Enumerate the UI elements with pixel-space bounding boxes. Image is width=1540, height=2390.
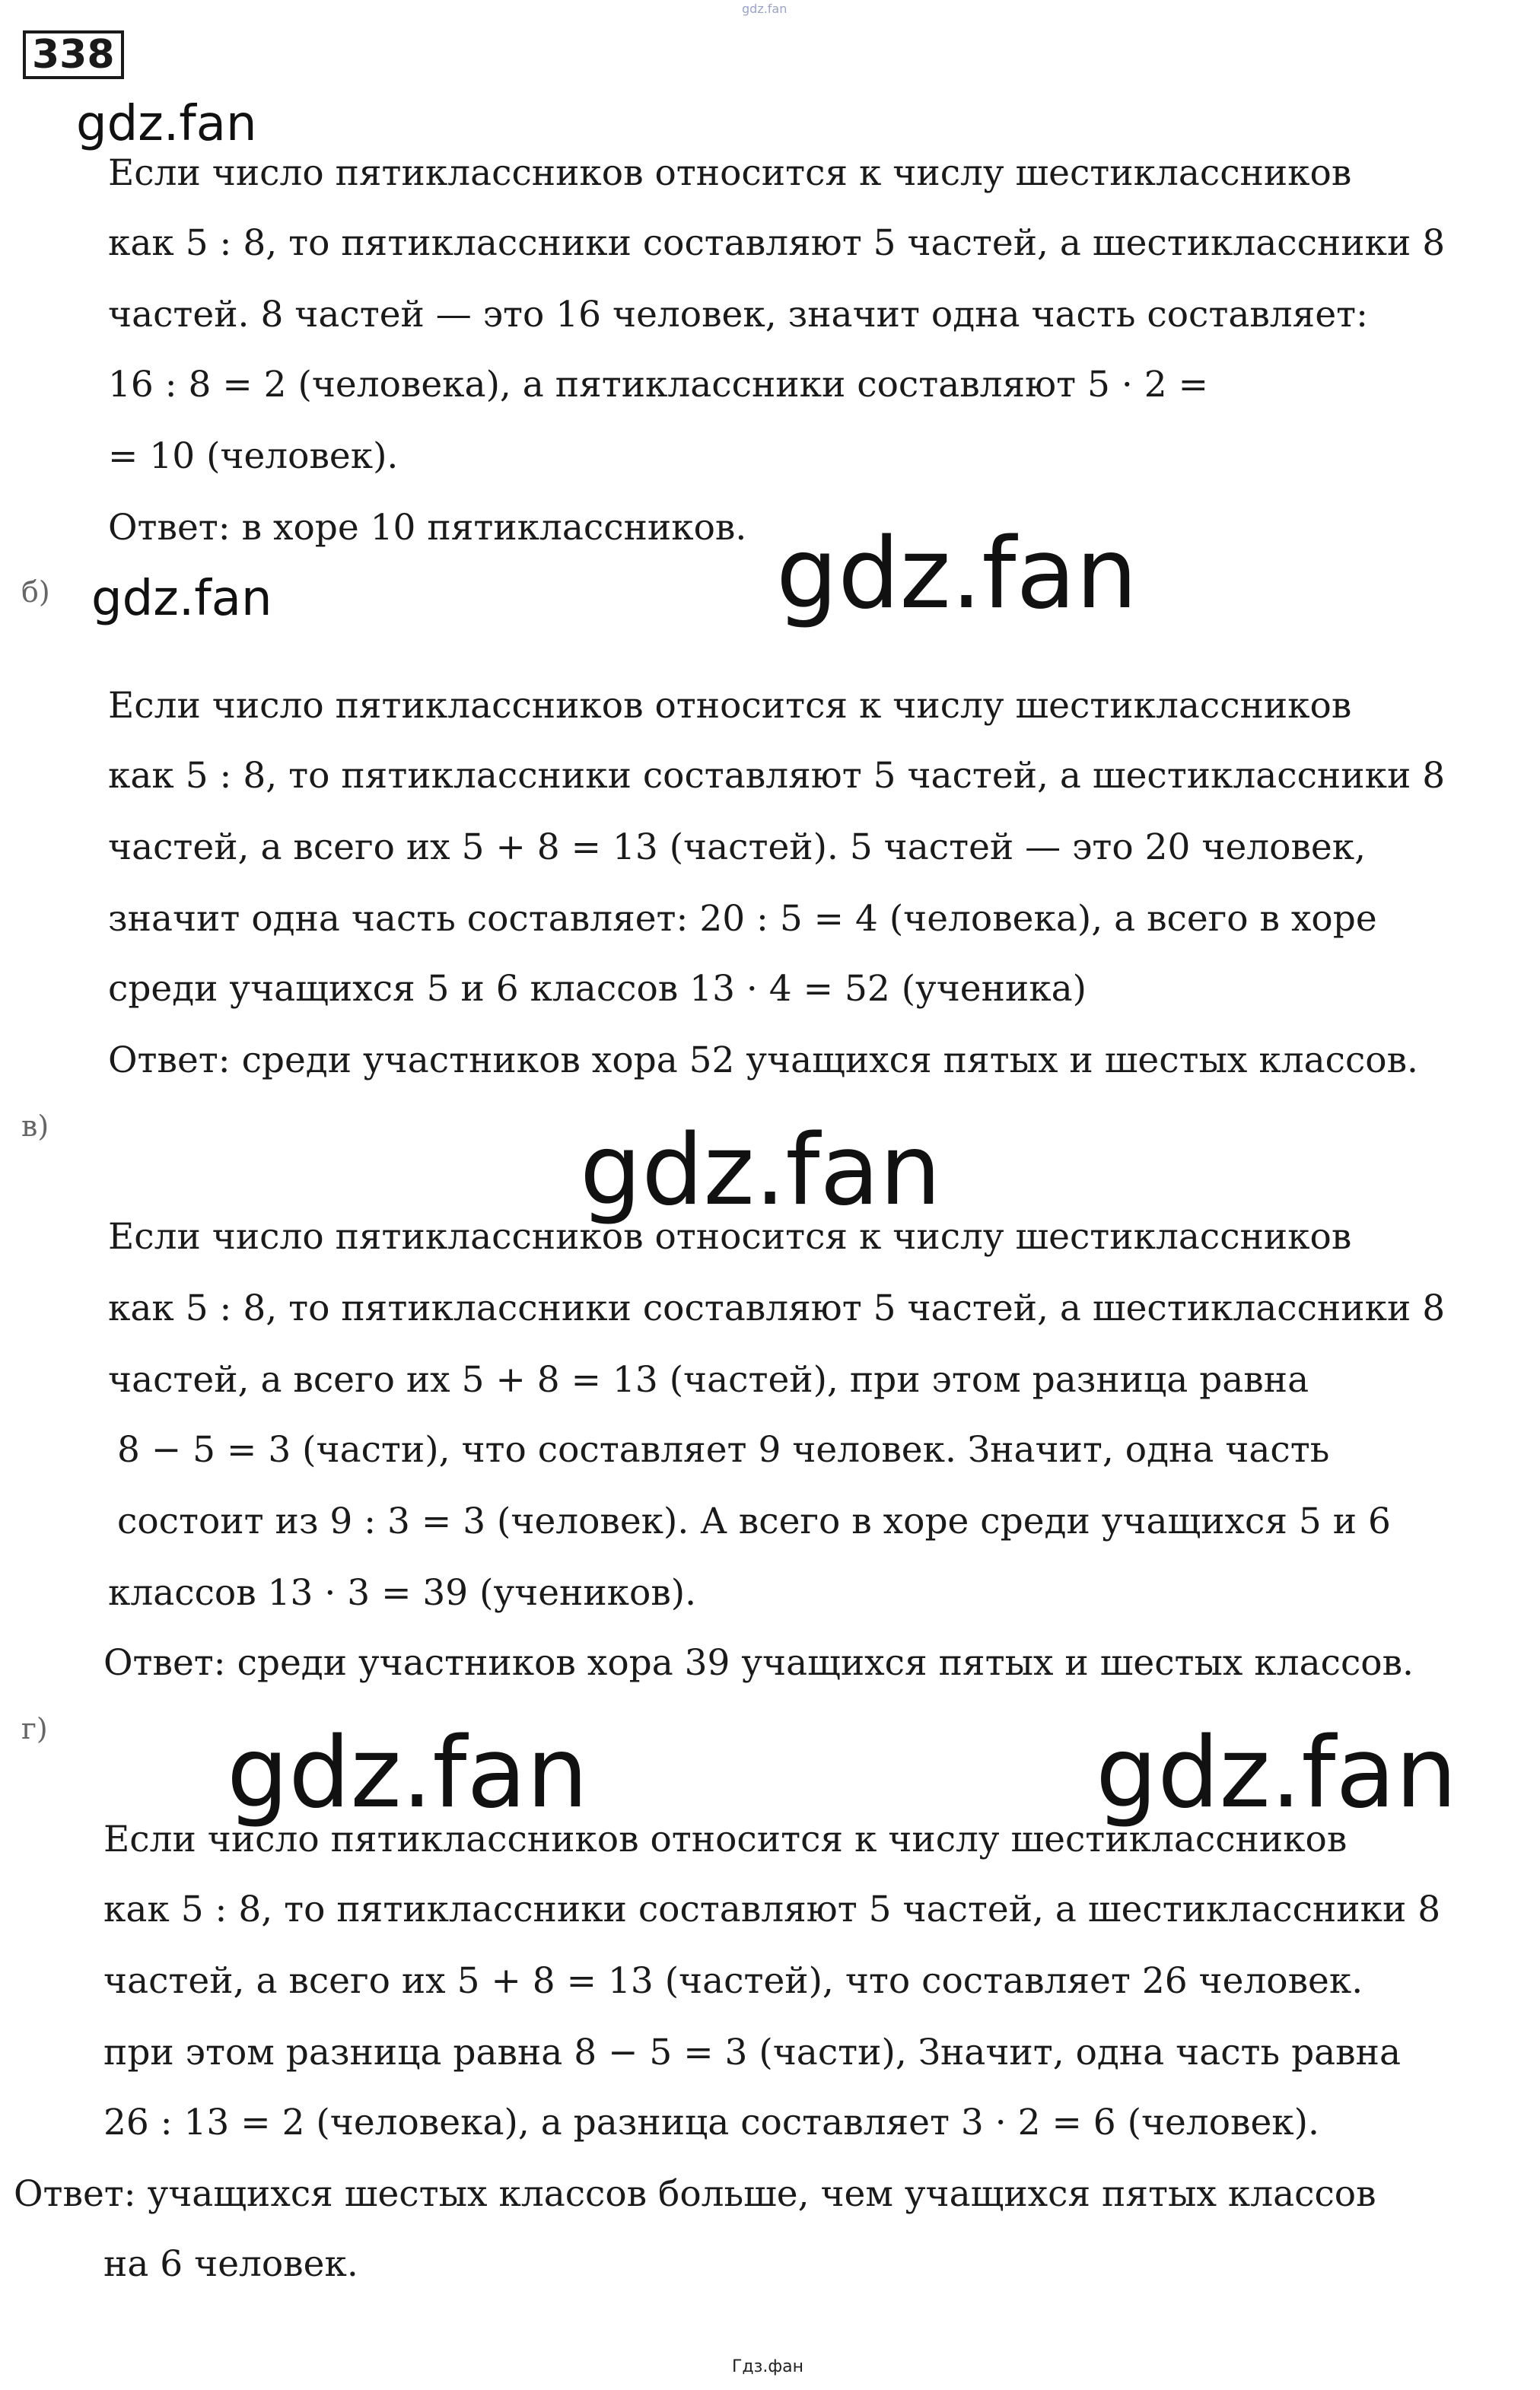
part-b-line-5: среди учащихся 5 и 6 классов 13 · 4 = 52 (ученика) bbox=[108, 968, 1087, 1010]
part-b-line-3: частей, а всего их 5 + 8 = 13 (частей). 5 частей — это 20 человек, bbox=[108, 826, 1367, 868]
part-b-line-2: как 5 : 8, то пятиклассники составляют 5 частей, а шестиклассники 8 bbox=[108, 755, 1446, 797]
part-d-line-4: при этом разница равна 8 − 5 = 3 (части), Значит, одна часть равна bbox=[103, 2032, 1401, 2073]
watermark-big-4: gdz.fan bbox=[1096, 1717, 1457, 1830]
part-d-answer-cont: на 6 человек. bbox=[103, 2243, 358, 2285]
part-c-answer: Ответ: среди участников хора 39 учащихся пятых и шестых классов. bbox=[103, 1642, 1414, 1684]
part-c-line-6: классов 13 · 3 = 39 (учеников). bbox=[108, 1572, 697, 1614]
part-d-line-3: частей, а всего их 5 + 8 = 13 (частей), что составляет 26 человек. bbox=[103, 1960, 1363, 2002]
part-c-line-2: как 5 : 8, то пятиклассники составляют 5 частей, а шестиклассники 8 bbox=[108, 1287, 1446, 1329]
part-a-line-2: как 5 : 8, то пятиклассники составляют 5 частей, а шестиклассники 8 bbox=[108, 222, 1446, 264]
part-b-line-1: Если число пятиклассников относится к числу шестиклассников bbox=[108, 685, 1352, 727]
watermark-part-a: gdz.fan bbox=[76, 96, 257, 152]
part-a-line-4: 16 : 8 = 2 (человека), а пятиклассники составляют 5 · 2 = bbox=[108, 364, 1208, 406]
part-d-line-1: Если число пятиклассников относится к числу шестиклассников bbox=[103, 1819, 1348, 1860]
part-d-line-2: как 5 : 8, то пятиклассники составляют 5 частей, а шестиклассники 8 bbox=[103, 1889, 1441, 1930]
problem-number: 338 bbox=[23, 30, 124, 79]
part-c-line-1: Если число пятиклассников относится к числу шестиклассников bbox=[108, 1216, 1352, 1258]
part-c-label: в) bbox=[21, 1109, 49, 1143]
watermark-big-3: gdz.fan bbox=[227, 1717, 588, 1830]
footer-watermark: Гдз.фан bbox=[732, 2357, 803, 2376]
part-d-line-5: 26 : 13 = 2 (человека), а разница составляет 3 · 2 = 6 (человек). bbox=[103, 2102, 1319, 2143]
part-a-answer: Ответ: в хоре 10 пятиклассников. bbox=[108, 507, 747, 549]
part-b-label: б) bbox=[21, 575, 50, 609]
part-b-line-4: значит одна часть составляет: 20 : 5 = 4 (человека), а всего в хоре bbox=[108, 898, 1377, 940]
watermark-part-b: gdz.fan bbox=[91, 571, 272, 627]
part-c-line-3: частей, а всего их 5 + 8 = 13 (частей), при этом разница равна bbox=[108, 1359, 1309, 1401]
part-c-line-5: состоит из 9 : 3 = 3 (человек). А всего в хоре среди учащихся 5 и 6 bbox=[117, 1501, 1391, 1542]
watermark-big-1: gdz.fan bbox=[776, 517, 1138, 631]
part-d-answer: Ответ: учащихся шестых классов больше, чем учащихся пятых классов bbox=[14, 2173, 1376, 2215]
part-a-line-1: Если число пятиклассников относится к числу шестиклассников bbox=[108, 152, 1352, 194]
part-b-answer: Ответ: среди участников хора 52 учащихся пятых и шестых классов. bbox=[108, 1039, 1418, 1081]
watermark-big-2: gdz.fan bbox=[580, 1114, 941, 1227]
watermark-top: gdz.fan bbox=[742, 2, 788, 16]
part-d-label: г) bbox=[21, 1712, 48, 1746]
part-a-line-5: = 10 (человек). bbox=[108, 435, 399, 477]
part-c-line-4: 8 − 5 = 3 (части), что составляет 9 человек. Значит, одна часть bbox=[117, 1429, 1330, 1471]
part-a-line-3: частей. 8 частей — это 16 человек, значит одна часть составляет: bbox=[108, 294, 1368, 336]
